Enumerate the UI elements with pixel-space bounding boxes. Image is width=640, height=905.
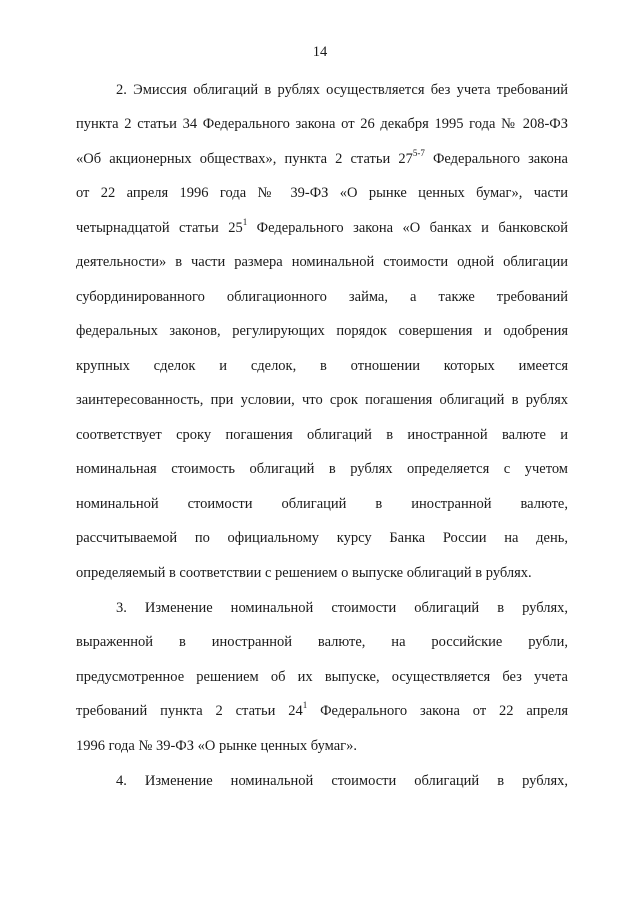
text-line: пункта 2 статьи 34 Федерального закона от 26 декабря 1995 года № 208-ФЗ — [76, 116, 568, 132]
text-line: требований пункта 2 статьи $24^1$ Федерального закона от 22 апреля — [76, 700, 568, 719]
superscript: 1 — [242, 217, 248, 228]
text-line: 2. Эмиссия облигаций в рублях осуществляется без учета требований — [116, 82, 568, 98]
text-line: четырнадцатой статьи $25^1$ Федерального закона «О банках и банковской — [76, 217, 569, 236]
text-line: субординированного облигационного займа, а также требований — [76, 289, 568, 305]
text-line: рассчитываемой по официальному курсу Банка России на день, — [76, 530, 568, 546]
superscript: 5-7 — [412, 148, 425, 159]
text-line: 4. Изменение номинальной стоимости облигаций в рублях, — [116, 773, 568, 789]
text-line: определяемый в соответствии с решением о выпуске облигаций в рублях. — [76, 565, 532, 581]
page-number: 14 — [312, 44, 328, 60]
text-line: крупных сделок и сделок, в отношении которых имеется — [76, 358, 568, 374]
text-line: номинальная стоимость облигаций в рублях определяется с учетом — [76, 461, 568, 477]
text-line: «Об акционерных обществах», пункта 2 статьи 27$^{5-7}$ Федерального закона — [76, 148, 568, 167]
text-line: деятельности» в части размера номинальной стоимости одной облигации — [76, 254, 568, 270]
text-line: номинальной стоимости облигаций в иностранной валюте, — [76, 496, 568, 512]
text-line: от 22 апреля 1996 года № 39-ФЗ «О рынке ценных бумаг», части — [76, 185, 568, 201]
text-line: заинтересованность, при условии, что срок погашения облигаций в рублях — [76, 392, 568, 408]
superscript: 1 — [302, 700, 308, 711]
text-line: предусмотренное решением об их выпуске, осуществляется без учета — [76, 669, 568, 685]
text-line: 1996 года № 39-ФЗ «О рынке ценных бумаг». — [76, 738, 358, 754]
text-line: 3. Изменение номинальной стоимости облигаций в рублях, — [116, 600, 568, 616]
text-line: соответствует сроку погашения облигаций в иностранной валюте и — [76, 427, 568, 443]
text-line: выраженной в иностранной валюте, на российские рубли, — [76, 634, 568, 650]
text-line: федеральных законов, регулирующих порядок совершения и одобрения — [76, 323, 568, 339]
